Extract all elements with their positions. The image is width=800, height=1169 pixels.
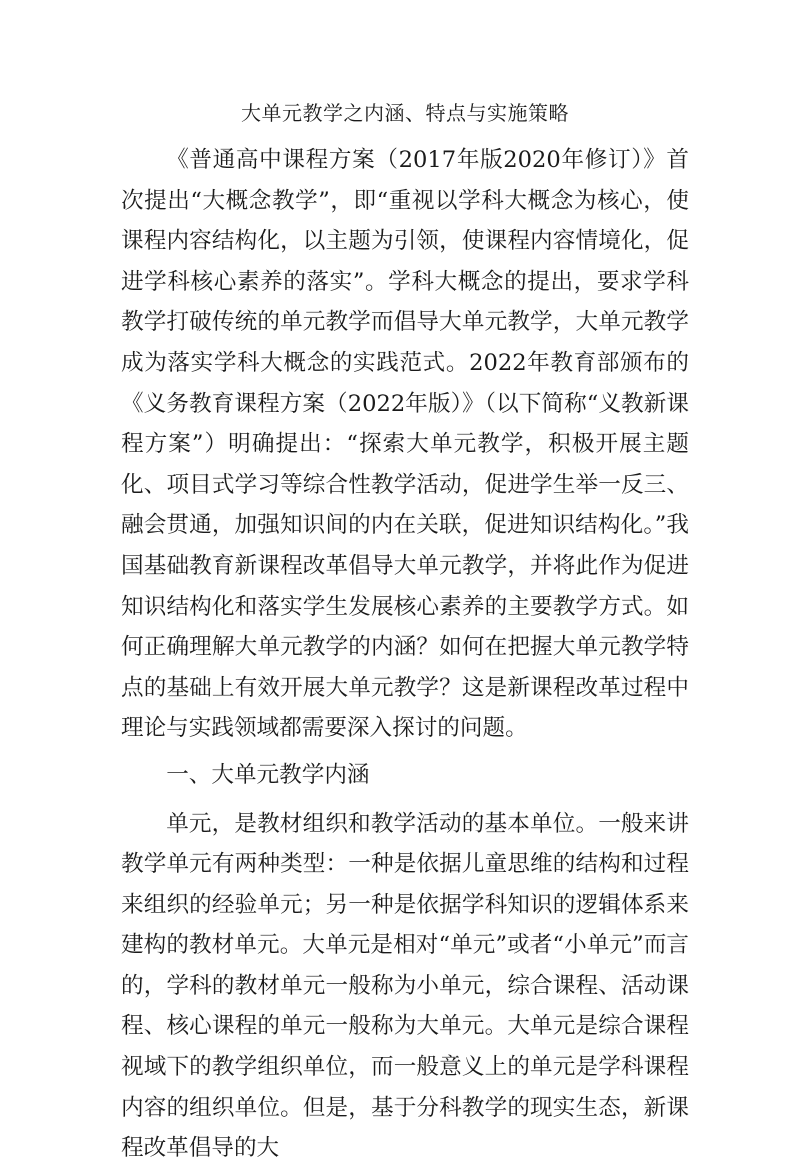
document-title: 大单元教学之内涵、特点与实施策略 (241, 101, 569, 125)
intro-paragraph: 《普通高中课程方案（2017年版2020年修订）》首次提出“大概念教学”，即“重视以学科大概念为核心，使课程内容结构化，以主题为引领，使课程内容情境化，促进学科核心素养的落实”。学科大概念的提出，要求学科教学打破传统的单元教学而倡导大单元教学，大单元教学成为落实学科大概念的实践范式。2022年教育部颁布的《义务教育课程方案（2022年版）》（以下简称“义教新课程方案”）明确提出：“探索大单元教学，积极开展主题化、项目式学习等综合性教学活动，促进学生举一反三、融会贯通，加强知识间的内在关联，促进知识结构化。”我国基础教育新课程改革倡导大单元教学，并将此作为促进知识结构化和落实学生发展核心素养的主要教学方式。如何正确理解大单元教学的内涵？如何在把握大单元教学特点的基础上有效开展大单元教学？这是新课程改革过程中理论与实践领域都需要深入探讨的问题。 (121, 147, 689, 742)
section-heading: 一、大单元教学内涵 (166, 761, 370, 788)
body-paragraph: 单元，是教材组织和教学活动的基本单位。一般来讲教学单元有两种类型：一种是依据儿童思维的结构和过程来组织的经验单元；另一种是依据学科知识的逻辑体系来建构的教材单元。大单元是相对“单元”或者“小单元”而言的，学科的教材单元一般称为小单元，综合课程、活动课程、核心课程的单元一般称为大单元。大单元是综合课程视域下的教学组织单位，而一般意义上的单元是学科课程内容的组织单位。但是，基于分科教学的现实生态，新课程改革倡导的大 (121, 810, 689, 1162)
